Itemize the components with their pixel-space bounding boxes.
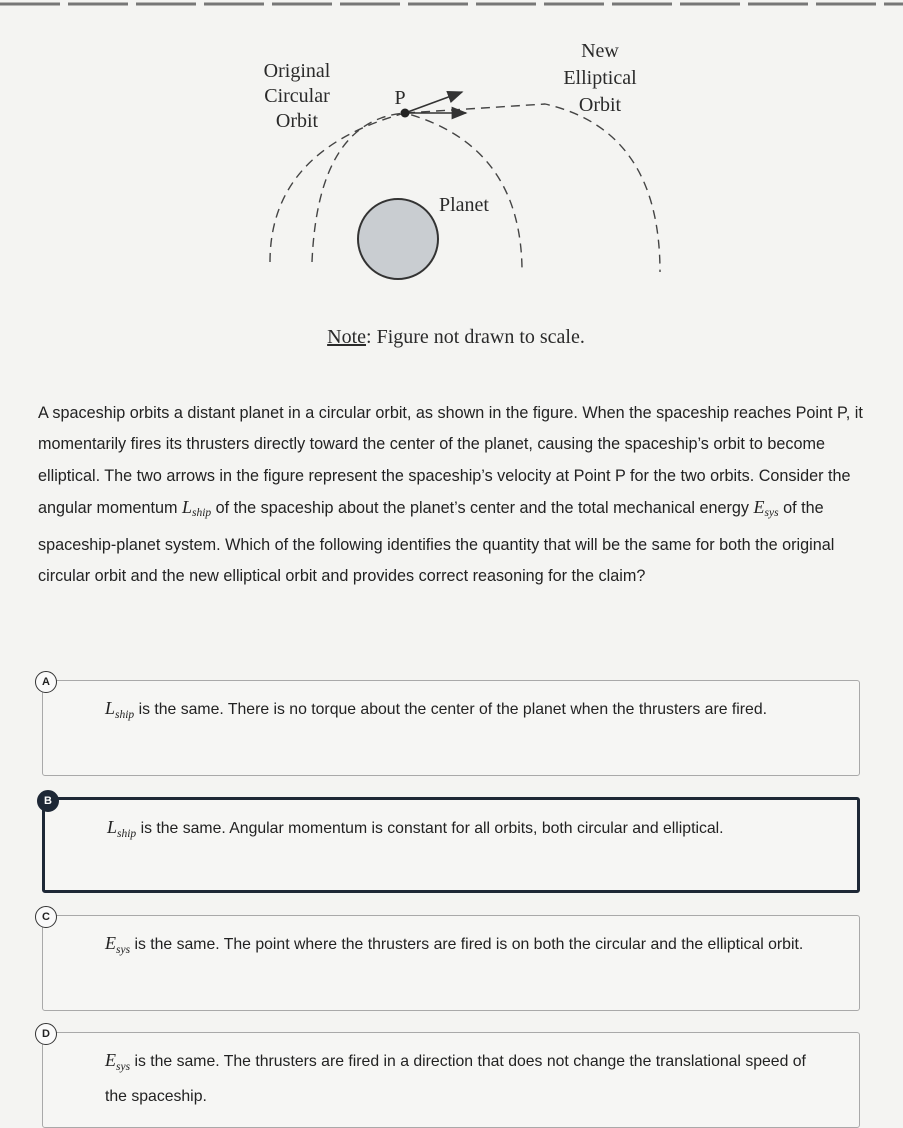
angular-momentum-symbol: $L_{ship}$: [181, 497, 212, 520]
question-text-part-1: A spaceship orbits a distant planet in a circular orbit, as shown in the figure. When the spaceship reaches Point P, it momentarily fires its thrusters directly toward the center of the planet, causing the spaceship’s orbit to become elliptical. The two arrows in the figure represent the spaceship’s velocity at Point P for the two orbits. Consider the angular momentum: [38, 404, 863, 518]
note-prefix: Note: [327, 326, 367, 348]
question-stem: [38, 398, 876, 592]
original-orbit-label-line-1: Original: [263, 60, 331, 82]
new-orbit-label-line-1: New: [581, 40, 619, 62]
question-text-part-2: of the spaceship about the planet’s center and the total mechanical energy: [211, 499, 754, 518]
figure-note: [327, 326, 585, 348]
note-text: : Figure not drawn to scale.: [366, 326, 585, 348]
point-p: [401, 109, 410, 118]
energy-symbol: $E_{sys}$: [753, 497, 779, 520]
orbit-figure: [0, 0, 903, 360]
option-letter-b: B: [37, 790, 59, 812]
answer-option-b[interactable]: [42, 797, 860, 893]
original-orbit-label-line-2: Circular: [264, 85, 330, 107]
option-b-text: $L_{ship}$ is the same. Angular momentum is constant for all orbits, both circular and elliptical.: [107, 817, 724, 841]
question-text-part-3: of the spaceship-planet system. Which of the following identifies the quantity that will be the same for both the original circular orbit and the new elliptical orbit and provides correct reasoning for the claim?: [38, 499, 835, 586]
new-orbit-label-line-3: Orbit: [578, 94, 622, 116]
point-p-label: P: [394, 87, 406, 109]
answer-option-d[interactable]: [42, 1028, 860, 1128]
option-letter-c: C: [35, 906, 57, 928]
option-a-text: $L_{ship}$ is the same. There is no torque about the center of the planet when the thrusters are fired.: [105, 698, 768, 722]
option-letter-d: D: [35, 1023, 57, 1045]
planet-label: Planet: [439, 194, 489, 216]
option-d-text: $E_{sys}$ is the same. The thrusters are fired in a direction that does not change the translational speed of the spaceship.: [105, 1050, 806, 1106]
option-c-text: $E_{sys}$ is the same. The point where the thrusters are fired is on both the circular and the elliptical orbit.: [105, 933, 804, 957]
new-orbit-label-line-2: Elliptical: [563, 67, 637, 89]
planet: [358, 199, 438, 279]
original-orbit-label-line-3: Orbit: [275, 110, 319, 132]
answer-option-c[interactable]: [42, 911, 860, 1011]
option-letter-a: A: [35, 671, 57, 693]
answer-option-a[interactable]: [42, 676, 860, 776]
